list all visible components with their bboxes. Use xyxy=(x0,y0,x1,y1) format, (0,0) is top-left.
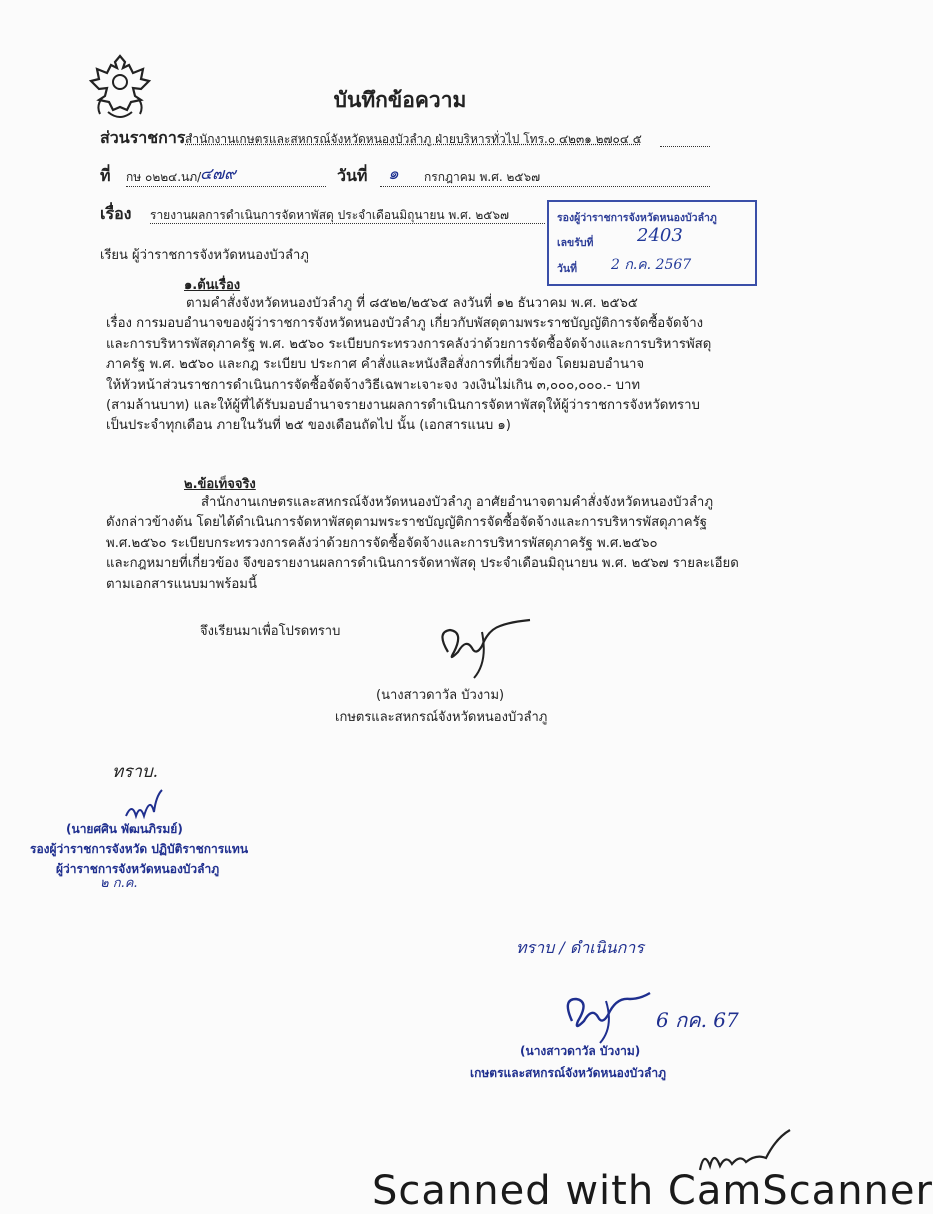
deputy-position-line1: รองผู้ว่าราชการจังหวัด ปฏิบัติราชการแทน xyxy=(30,842,249,856)
section2-line: และกฎหมายที่เกี่ยวข้อง จึงขอรายงานผลการดำเนินการจัดหาพัสดุ ประจำเดือนมิถุนายน พ.ศ. ๒๕๖๗ รายละเอียด xyxy=(106,556,739,572)
signer2-position: เกษตรและสหกรณ์จังหวัดหนองบัวลำภู xyxy=(470,1066,666,1080)
date-label: วันที่ xyxy=(337,166,368,185)
deputy-name: (นายศศิน พัฒนภิรมย์) xyxy=(66,822,183,836)
note-acknowledge-proceed: ทราบ / ดำเนินการ xyxy=(516,938,644,957)
section1-line: เรื่อง การมอบอำนาจของผู้ว่าราชการจังหวัดหนองบัวลำภู เกี่ยวกับพัสดุตามพระราชบัญญัติการจัดซื้อจัดจ้าง xyxy=(106,316,704,332)
document-title: บันทึกข้อความ xyxy=(333,88,467,112)
ref-label: ที่ xyxy=(100,166,111,185)
agency-value: สำนักงานเกษตรและสหกรณ์จังหวัดหนองบัวลำภู ฝ่ายบริหารทั่วไป โทร.๐ ๔๒๓๑ ๒๗๐๔ ๕ xyxy=(185,132,642,146)
section2-heading: ๒.ข้อเท็จจริง xyxy=(184,477,256,492)
signer-position: เกษตรและสหกรณ์จังหวัดหนองบัวลำภู xyxy=(335,710,548,725)
deputy-date-handwritten: ๒ ก.ค. xyxy=(100,876,138,891)
section2-line: ตามเอกสารแนบมาพร้อมนี้ xyxy=(106,576,257,592)
ref-handwritten: ๔๗๙ xyxy=(200,164,236,183)
section1-line: และการบริหารพัสดุภาครัฐ พ.ศ. ๒๕๖๐ ระเบียบกระทรวงการคลังว่าด้วยการจัดซื้อจัดจ้างและการบริหารพัสดุ xyxy=(106,336,712,352)
date-day-handwritten: ๑ xyxy=(388,164,399,184)
signer2-name: (นางสาวดาวัล บัวงาม) xyxy=(520,1044,641,1058)
stamp-received-label: เลขรับที่ xyxy=(557,237,594,249)
agency-label: ส่วนราชการ xyxy=(100,128,186,147)
received-stamp xyxy=(547,200,757,286)
signer-name: (นางสาวดาวัล บัวงาม) xyxy=(376,688,505,703)
section1-line: ให้หัวหน้าส่วนราชการดำเนินการจัดซื้อจัดจ้างวิธีเฉพาะเจาะจง วงเงินไม่เกิน ๓,๐๐๐,๐๐๐.- บาท xyxy=(106,377,641,393)
date-value: กรกฎาคม พ.ศ. ๒๕๖๗ xyxy=(424,170,541,184)
section1-body xyxy=(106,294,751,437)
section2-line: ดังกล่าวข้างต้น โดยได้ดำเนินการจัดหาพัสดุตามพระราชบัญญัติการจัดซื้อจัดจ้างและการบริหารพัสดุภาครัฐ xyxy=(106,515,707,531)
section1-line: ภาครัฐ พ.ศ. ๒๕๖๐ และกฎ ระเบียบ ประกาศ คำสั่งและหนังสือสั่งการที่เกี่ยวข้อง โดยมอบอำนาจ xyxy=(106,357,645,373)
stamp-office: รองผู้ว่าราชการจังหวัดหนองบัวลำภู xyxy=(557,212,717,224)
salutation: เรียน ผู้ว่าราชการจังหวัดหนองบัวลำภู xyxy=(100,248,309,263)
note-acknowledged: ทราบ. xyxy=(112,762,159,782)
stamp-date-label: วันที่ xyxy=(557,263,577,275)
section1-line: เป็นประจำทุกเดือน ภายในวันที่ ๒๕ ของเดือนถัดไป นั้น (เอกสารแนบ ๑) xyxy=(106,418,511,434)
deputy-position-line2: ผู้ว่าราชการจังหวัดหนองบัวลำภู xyxy=(56,862,220,876)
stamp-received-no: 2403 xyxy=(637,225,683,246)
section1-line: ตามคำสั่งจังหวัดหนองบัวลำภู ที่ ๘๕๒๒/๒๕๖๕ ลงวันที่ ๑๒ ธันวาคม พ.ศ. ๒๕๖๕ xyxy=(186,296,638,311)
signer2-date-handwritten: 6 กค. 67 xyxy=(656,1008,739,1032)
camscanner-watermark: Scanned with CamScanner xyxy=(372,1168,933,1214)
closing-line: จึงเรียนมาเพื่อโปรดทราบ xyxy=(200,624,341,639)
ref-value: กษ ๐๒๒๔.นภ/ xyxy=(126,170,202,184)
subject-label: เรื่อง xyxy=(100,204,132,223)
signature-2 xyxy=(548,985,658,1045)
subject-value: รายงานผลการดำเนินการจัดหาพัสดุ ประจำเดือนมิถุนายน พ.ศ. ๒๕๖๗ xyxy=(150,208,510,222)
section2-line: พ.ศ.๒๕๖๐ ระเบียบกระทรวงการคลังว่าด้วยการจัดซื้อจัดจ้างและการบริหารพัสดุภาครัฐ พ.ศ.๒๕๖๐ xyxy=(106,535,658,551)
section1-heading: ๑.ต้นเรื่อง xyxy=(184,278,241,293)
section2-body xyxy=(106,493,751,595)
stamp-date-value: 2 ก.ค. 2567 xyxy=(611,257,692,273)
section2-line: สำนักงานเกษตรและสหกรณ์จังหวัดหนองบัวลำภู อาศัยอำนาจตามคำสั่งจังหวัดหนองบัวลำภู xyxy=(201,495,714,510)
section1-line: (สามล้านบาท) และให้ผู้ที่ได้รับมอบอำนาจรายงานผลการดำเนินการจัดหาพัสดุให้ผู้ว่าราชการจังหวัดทราบ xyxy=(106,398,700,414)
signature-1 xyxy=(420,612,540,682)
